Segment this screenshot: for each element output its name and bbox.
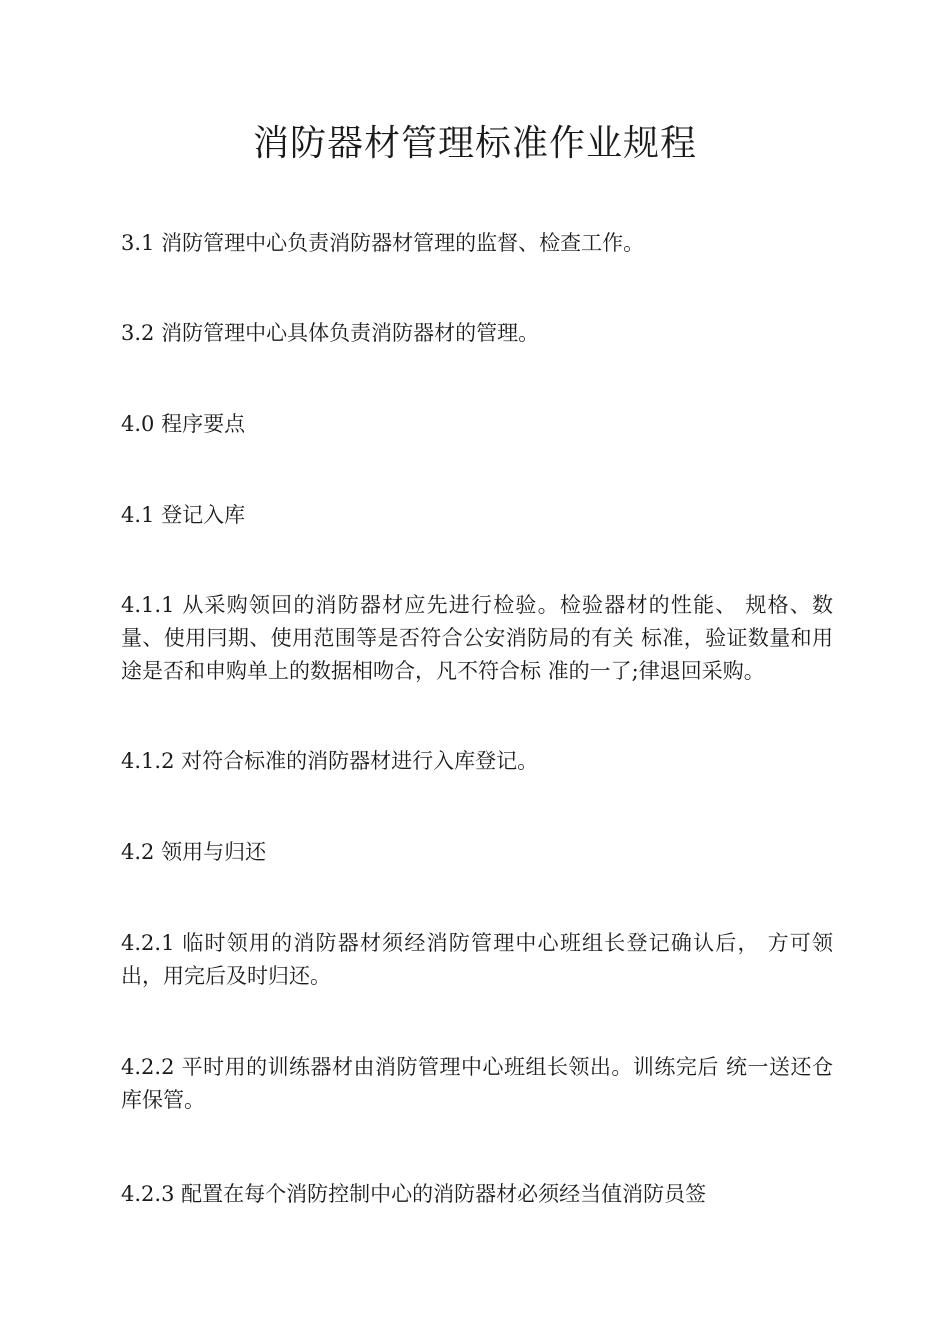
heading-4-1: 4.1 登记入库 — [121, 503, 246, 527]
heading-4-0: 4.0 程序要点 — [121, 412, 246, 436]
paragraph-4-2-3: 4.2.3 配置在每个消防控制中心的消防器材必须经当值消防员签 — [121, 1182, 707, 1206]
paragraph-4-2-1: 4.2.1 临时领用的消防器材须经消防管理中心班组长登记确认后， 方可领出，用完后及时归还。 — [121, 931, 833, 988]
paragraph-4-1-2: 4.1.2 对符合标准的消防器材进行入库登记。 — [121, 749, 539, 773]
paragraph-4-2-2: 4.2.2 平时用的训练器材由消防管理中心班组长领出。训练完后 统一送还仓库保管。 — [121, 1055, 833, 1112]
document-title: 消防器材管理标准作业规程 — [252, 123, 697, 164]
heading-4-2: 4.2 领用与归还 — [121, 840, 267, 864]
paragraph-3-2: 3.2 消防管理中心具体负责消防器材的管理。 — [121, 321, 540, 345]
paragraph-4-1-1: 4.1.1 从采购领回的消防器材应先进行检验。检验器材的性能、 规格、数量、使用冃期、使用范围等是否符合公安消防局的有关 标准，验证数量和用途是否和申购单上的数据相吻合，凡不符合标 准的一了;律退回采购。 — [121, 593, 833, 683]
paragraph-3-1: 3.1 消防管理中心负责消防器材管理的监督、检查工作。 — [121, 231, 645, 255]
